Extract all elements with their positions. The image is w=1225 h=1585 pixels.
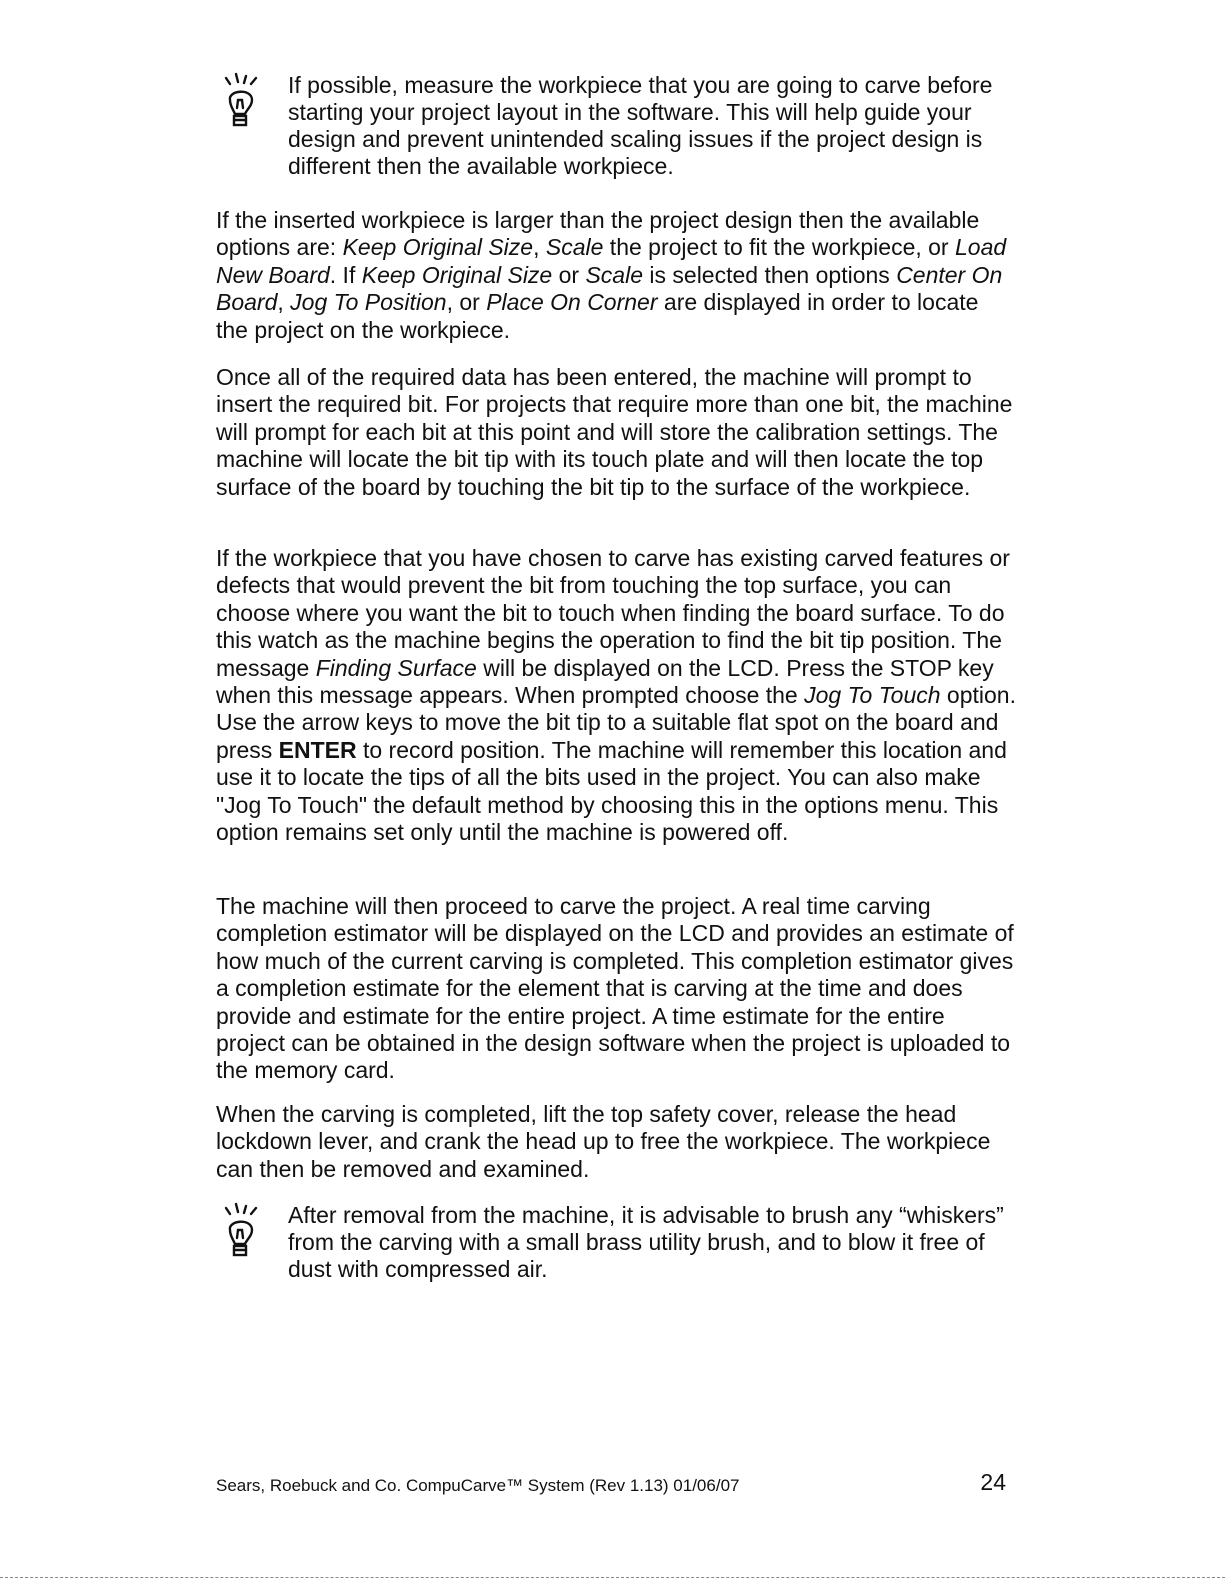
paragraph-completion-estimator: The machine will then proceed to carve the project. A real time carving completion estimator will be displayed on the LCD and provides an estimate of how much of the current carving is completed. This completion estimator gives a completion estimate for the element that is carving at the time and does provide and estimate for the entire project. A time estimate for the entire project can be obtained in the design software when the project is uploaded to the memory card. <box>216 893 1014 1084</box>
page-number: 24 <box>980 1469 1006 1495</box>
page-footer <box>216 1471 1006 1501</box>
footer-text: Sears, Roebuck and Co. CompuCarve™ System (Rev 1.13) 01/06/07 <box>216 1476 740 1495</box>
tip-note <box>216 72 1006 180</box>
paragraph-workpiece-options: If the inserted workpiece is larger than the project design then the available options are: Keep Original Size, Scale the project to fit the workpiece, or Load New Board. If Keep Original Size or Scale is selected then options Center On Board, Jog To Position, or Place On Corner are displayed in order to locate the project on the workpiece. <box>216 207 1007 343</box>
paragraph-jog-to-touch: If the workpiece that you have chosen to carve has existing carved features or defects that would prevent the bit from touching the top surface, you can choose where you want the bit to touch when finding the board surface. To do this watch as the machine begins the operation to find the bit tip position. The message Finding Surface will be displayed on the LCD. Press the STOP key when this message appears. When prompted choose the Jog To Touch option. Use the arrow keys to move the bit tip to a suitable flat spot on the board and press ENTER to record position. The machine will remember this location and use it to locate the tips of all the bits used in the project. You can also make "Jog To Touch" the default method by choosing this in the options menu. This option remains set only until the machine is powered off. <box>216 545 1016 846</box>
tip-text: If possible, measure the workpiece that you are going to carve before starting your project layout in the software. This will help guide your design and prevent unintended scaling issues if the project design is different then the available workpiece. <box>288 72 993 179</box>
paragraph-remove-workpiece: When the carving is completed, lift the top safety cover, release the head lockdown lever, and crank the head up to free the workpiece. The workpiece can then be removed and examined. <box>216 1101 991 1182</box>
paragraph-insert-bit: Once all of the required data has been entered, the machine will prompt to insert the required bit. For projects that require more than one bit, the machine will prompt for each bit at this point and will store the calibration settings. The machine will locate the bit tip with its touch plate and will then locate the top surface of the board by touching the bit tip to the surface of the workpiece. <box>216 364 1013 500</box>
tip-text: After removal from the machine, it is advisable to brush any “whiskers” from the carving with a small brass utility brush, and to blow it free of dust with compressed air. <box>288 1202 1004 1282</box>
tip-note <box>216 1202 1006 1283</box>
lightbulb-icon <box>216 1202 276 1274</box>
lightbulb-icon <box>216 72 276 144</box>
bottom-divider <box>0 1577 1225 1578</box>
